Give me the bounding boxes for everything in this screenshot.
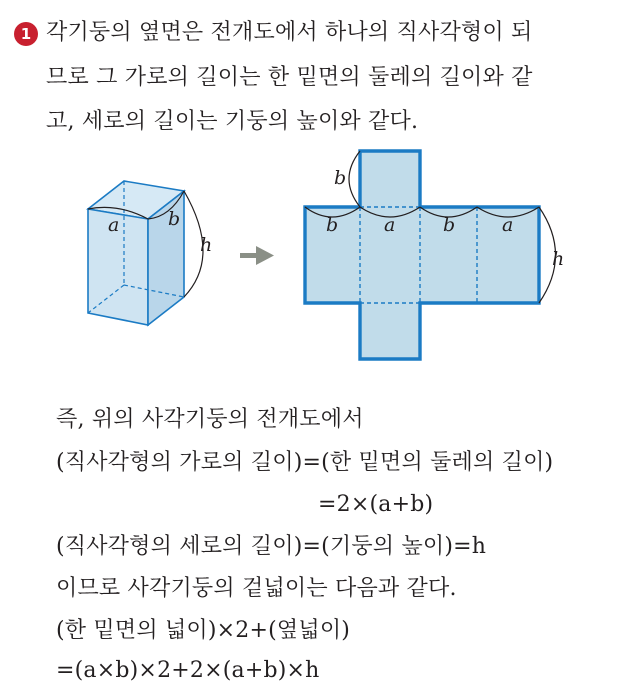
- body-line-5: 이므로 사각기둥의 겉넓이는 다음과 같다.: [56, 576, 457, 601]
- net-bottom-base: [360, 303, 420, 359]
- body-line-1: 즉, 위의 사각기둥의 전개도에서: [56, 407, 364, 432]
- body-line-7: =(a×b)×2+2×(a+b)×h: [56, 658, 320, 683]
- intro-line-2: 므로 그 가로의 길이는 한 밑면의 둘레의 길이와 같: [46, 65, 533, 90]
- body-line-4: (직사각형의 세로의 길이)=(기둥의 높이)=h: [56, 534, 487, 559]
- net-label-b-2: b: [443, 214, 456, 236]
- body-line-2: (직사각형의 가로의 길이)=(한 밑면의 둘레의 길이): [56, 450, 554, 475]
- prism-label-h: h: [200, 234, 213, 256]
- net-label-b-1: b: [326, 214, 339, 236]
- arrow-icon: [240, 246, 274, 265]
- net-label-h: h: [552, 248, 565, 270]
- item-number-badge: 1: [14, 22, 38, 46]
- rectangular-prism: [88, 181, 203, 325]
- intro-line-1: 각기둥의 옆면은 전개도에서 하나의 직사각형이 되: [46, 20, 533, 45]
- net-label-a-2: a: [502, 214, 514, 236]
- body-line-6: (한 밑면의 넓이)×2+(옆넓이): [56, 618, 351, 643]
- body-line-3: =2×(a+b): [318, 492, 434, 517]
- net-label-b-top: b: [334, 167, 347, 189]
- net-label-a-1: a: [384, 214, 396, 236]
- intro-line-3: 고, 세로의 길이는 기둥의 높이와 같다.: [46, 109, 419, 134]
- prism-label-b: b: [168, 208, 181, 230]
- net-top-base: [360, 151, 420, 207]
- prism-label-a: a: [108, 214, 120, 236]
- prism-net-figure: [0, 145, 644, 385]
